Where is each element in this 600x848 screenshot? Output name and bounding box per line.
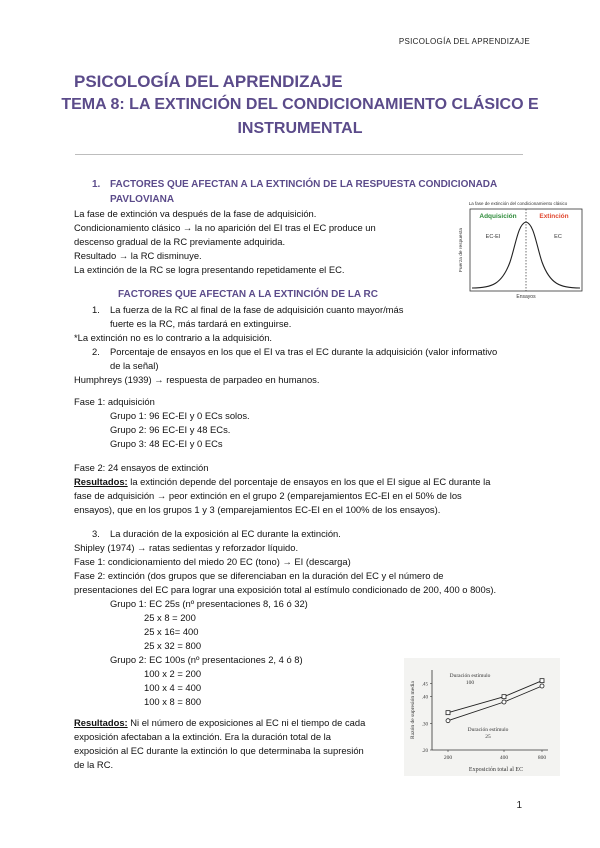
series2-point xyxy=(502,700,506,704)
section1-heading-line1: FACTORES QUE AFECTAN A LA EXTINCIÓN DE LA RESPUESTA CONDICIONADA xyxy=(110,179,498,190)
factor3-line: La duración de la exposición al EC durante la extinción. xyxy=(110,528,341,539)
group1-calc: 25 x 16= 400 xyxy=(144,626,199,637)
results1-label: Resultados: xyxy=(74,476,128,487)
fase1-group: Grupo 2: 96 EC-EI y 48 ECs. xyxy=(110,424,231,435)
series2-label-value: 25 xyxy=(485,734,491,740)
results1-line1 xyxy=(74,475,490,489)
section1-paragraph: descenso gradual de la RC previamente adquirida. xyxy=(74,236,286,247)
factor-note: *La extinción no es lo contrario a la adquisición. xyxy=(74,332,273,343)
document-title: PSICOLOGÍA DEL APRENDIZAJE xyxy=(74,72,343,91)
results2-line3: exposición al EC durante la extinción lo que determinaba la supresión xyxy=(74,745,364,756)
section1-paragraph: La extinción de la RC se logra presentando repetidamente el EC. xyxy=(74,264,345,275)
group2-calc: 100 x 4 = 400 xyxy=(144,682,202,693)
group1-calc: 25 x 32 = 800 xyxy=(144,640,202,651)
section1-paragraph: La fase de extinción va después de la fase de adquisición. xyxy=(74,208,317,219)
running-header: PSICOLOGÍA DEL APRENDIZAJE xyxy=(398,37,530,46)
x-tick-label: 200 xyxy=(443,755,453,761)
series1-point xyxy=(502,695,506,699)
results2-line1 xyxy=(74,716,365,730)
factor1-line2: fuerte es la RC, más tardará en extinguirse. xyxy=(110,318,292,329)
results2-line4: de la RC. xyxy=(74,759,114,770)
results2-label: Resultados: xyxy=(74,717,128,728)
results1-line3: ensayos), que en los grupos 1 y 3 (emparejamientos EC-EI en el 100% de los ensayos). xyxy=(74,504,441,515)
shipley-fase1: Fase 1: condicionamiento del miedo 20 EC (tono) → EI (descarga) xyxy=(74,556,351,567)
x-tick-label: 400 xyxy=(499,755,509,761)
fase1-group: Grupo 1: 96 EC-EI y 0 ECs solos. xyxy=(110,410,250,421)
fase1-title: Fase 1: adquisición xyxy=(74,396,155,407)
group2-calc: 100 x 8 = 800 xyxy=(144,696,202,707)
y-tick-label: .40 xyxy=(421,695,428,701)
page-number: 1 xyxy=(516,800,522,811)
humphreys-study: Humphreys (1939) → respuesta de parpadeo en humanos. xyxy=(74,374,320,385)
topic-title-line1: TEMA 8: LA EXTINCIÓN DEL CONDICIONAMIENTO CLÁSICO E xyxy=(61,96,539,113)
fase2-title: Fase 2: 24 ensayos de extinción xyxy=(74,462,209,473)
label-acquisition: Adquisición xyxy=(479,213,517,220)
series1-label-value: 100 xyxy=(465,680,475,686)
series1-point xyxy=(446,711,450,715)
group2-title: Grupo 2: EC 100s (nº presentaciones 2, 4 ó 8) xyxy=(110,654,303,665)
group1-calc: 25 x 8 = 200 xyxy=(144,612,196,623)
shipley-study: Shipley (1974) → ratas sedientas y reforzador líquido. xyxy=(74,542,299,553)
series2-point xyxy=(540,684,544,688)
group2-calc: 100 x 2 = 200 xyxy=(144,668,202,679)
label-ec: EC xyxy=(554,234,562,240)
topic-title-line2: INSTRUMENTAL xyxy=(237,120,363,137)
figure1-y-label: Fuerza de respuesta xyxy=(459,228,464,272)
section1-heading-line2: PAVLOVIANA xyxy=(110,194,175,205)
fase1-group: Grupo 3: 48 EC-EI y 0 ECs xyxy=(110,438,223,449)
series1-point xyxy=(540,679,544,683)
figure1-x-label: Ensayos xyxy=(516,294,536,300)
results2-text: Ni el número de exposiciones al EC ni el tiempo de cada xyxy=(127,717,366,728)
series1-label: Duración estímulo xyxy=(449,673,491,679)
factor1-number: 1. xyxy=(92,304,100,315)
section1-paragraph: Condicionamiento clásico → la no aparición del EI tras el EC produce un xyxy=(74,222,376,233)
label-extinction: Extinción xyxy=(539,213,569,220)
title-divider xyxy=(75,154,523,155)
group1-title: Grupo 1: EC 25s (nº presentaciones 8, 16 ó 32) xyxy=(110,598,308,609)
section1-paragraph: Resultado → la RC disminuye. xyxy=(74,250,202,261)
factor3-number: 3. xyxy=(92,528,100,539)
x-axis-label: Exposición total al EC xyxy=(468,767,524,773)
shipley-line-chart xyxy=(404,658,560,776)
series2-label: Duración estímulo xyxy=(467,727,509,733)
factor2-line1: Porcentaje de ensayos en los que el EI va tras el EC durante la adquisición (valor informativo xyxy=(110,346,498,357)
shipley-fase2-line1: Fase 2: extinción (dos grupos que se diferenciaban en la duración del EC y el número de xyxy=(74,570,444,581)
factor2-number: 2. xyxy=(92,346,100,357)
x-tick-label: 800 xyxy=(537,755,547,761)
factors-heading: FACTORES QUE AFECTAN A LA EXTINCIÓN DE LA RC xyxy=(118,289,379,300)
section1-number: 1. xyxy=(92,179,101,190)
y-tick-label: .30 xyxy=(421,722,428,728)
results1-line2: fase de adquisición → peor extinción en el grupo 2 (emparejamientos EC-EI en el 50% de los xyxy=(74,490,462,501)
factor2-line2: de la señal) xyxy=(110,360,159,371)
y-axis-label: Razón de supresión media xyxy=(410,681,416,739)
y-tick-label: .45 xyxy=(421,682,428,688)
results2-line2: exposición afectaban a la extinción. Era la duración total de la xyxy=(74,731,331,742)
y-tick-label: .20 xyxy=(421,749,428,754)
results1-text: la extinción depende del porcentaje de ensayos en los que el EI sigue al EC durante la xyxy=(127,476,491,487)
factor1-line1: La fuerza de la RC al final de la fase de adquisición cuanto mayor/más xyxy=(110,304,404,315)
shipley-fase2-line2: presentaciones del EC para lograr una exposición total al estímulo condicionado de 200, 400 o 800s). xyxy=(74,584,497,595)
extinction-curve-figure xyxy=(448,196,588,302)
label-ec-ei: EC-EI xyxy=(485,234,501,240)
figure1-caption: La fase de extinción del condicionamiento clásico xyxy=(468,201,568,206)
series2-point xyxy=(446,719,450,723)
